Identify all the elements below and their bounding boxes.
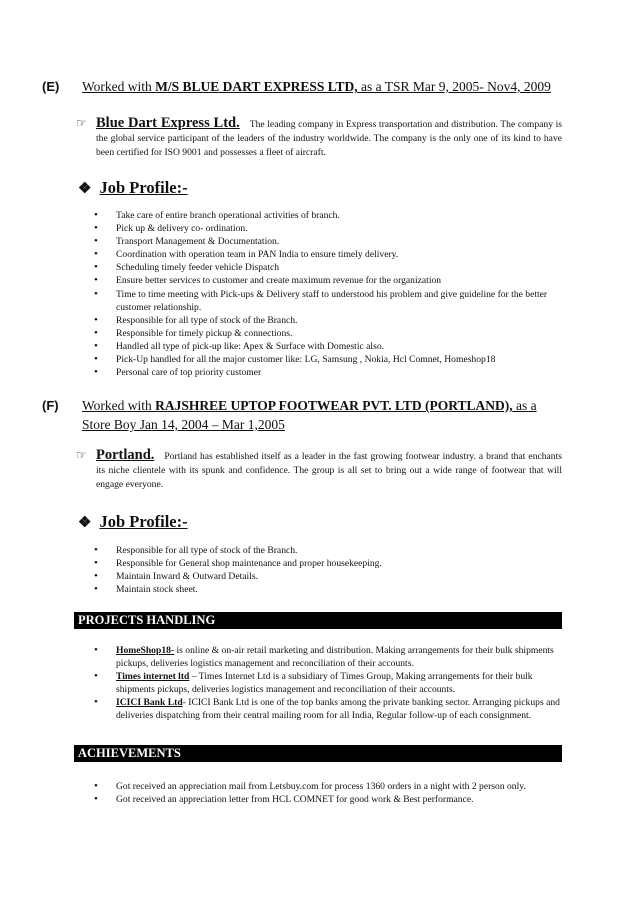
company-title: Portland. bbox=[96, 447, 155, 463]
section-letter: (E) bbox=[42, 79, 60, 94]
list-item: • Handled all type of pick-up like: Apex & Surface with Domestic also. bbox=[94, 340, 564, 353]
achievements-heading: ACHIEVEMENTS bbox=[74, 745, 562, 762]
project-text: – Times Internet Ltd is a subsidiary of Times Group, Making arrangements for their bulk shipments pickups, deliveries logistics management and reconciliation of their accounts. bbox=[116, 671, 533, 696]
diamond-bullet-icon: ❖ bbox=[78, 515, 92, 531]
section-prefix: Worked with bbox=[82, 398, 156, 413]
list-item: • Personal care of top priority customer bbox=[94, 366, 564, 379]
list-item: • Transport Management & Documentation. bbox=[94, 235, 564, 248]
project-item bbox=[94, 696, 564, 722]
company-description: The leading company in Express transportation and distribution. The company is the global service participant of the leaders of the industry worldwide. The company is the only one of its kind to have been certified for ISO 9001 and possesses a fleet of aircraft. bbox=[96, 119, 562, 158]
project-text: is online & on-air retail marketing and distribution. Making arrangements for their bulk shipments pickups, deliveries logistics management and reconciliation of their accounts. bbox=[116, 645, 554, 670]
section-f-header bbox=[42, 396, 537, 434]
diamond-bullet-icon: ❖ bbox=[78, 181, 92, 197]
list-item: • Ensure better services to customer and create maximum revenue for the organization bbox=[94, 274, 564, 287]
list-item: • Responsible for all type of stock of the Branch. bbox=[94, 544, 564, 557]
projects-heading: PROJECTS HANDLING bbox=[74, 612, 562, 629]
list-item: • Scheduling timely feeder vehicle Dispatch bbox=[94, 261, 564, 274]
role-suffix: as a bbox=[512, 398, 537, 413]
achievement-item: • Got received an appreciation letter from HCL COMNET for good work & Best performance. bbox=[94, 793, 564, 806]
pointing-hand-icon: ☞ bbox=[76, 448, 87, 462]
company-name: RAJSHREE UPTOP FOOTWEAR PVT. LTD (PORTLAND), bbox=[155, 398, 513, 413]
role-dates: Store Boy Jan 14, 2004 – Mar 1,2005 bbox=[82, 417, 285, 432]
achievement-item: • Got received an appreciation mail from Letsbuy.com for process 1360 orders in a night with 2 person only. bbox=[94, 780, 564, 793]
role-dates: as a TSR Mar 9, 2005- Nov4, 2009 bbox=[357, 79, 551, 94]
project-name: Times internet ltd bbox=[116, 671, 190, 683]
achievements-list bbox=[94, 780, 564, 806]
company-description: Portland has established itself as a leader in the fast growing footwear industry. a brand that enchants its niche clientele with its spunk and confidence. The group is all set to bring out a wide range of footwear that will engage everyone. bbox=[96, 451, 562, 490]
job-profile-label: Job Profile:- bbox=[99, 512, 188, 531]
project-item bbox=[94, 644, 564, 670]
list-item: • Pick-Up handled for all the major customer like: LG, Samsung , Nokia, Hcl Comnet, Homeshop18 bbox=[94, 353, 564, 366]
project-text: - ICICI Bank Ltd is one of the top banks among the private banking sector. Arranging pickups and deliveries dispatching from their central mailing room for all India, Regular follow-up of each consignment. bbox=[116, 697, 560, 722]
blue-dart-intro bbox=[76, 116, 562, 160]
pointing-hand-icon: ☞ bbox=[76, 116, 87, 130]
list-item: • Responsible for all type of stock of the Branch. bbox=[94, 314, 564, 327]
list-item: • Maintain Inward & Outward Details. bbox=[94, 570, 564, 583]
section-e-header bbox=[42, 78, 551, 96]
list-item: • Responsible for General shop maintenance and proper housekeeping. bbox=[94, 557, 564, 570]
list-item: • Coordination with operation team in PAN India to ensure timely delivery. bbox=[94, 248, 564, 261]
list-item: • Maintain stock sheet. bbox=[94, 583, 564, 596]
section-prefix: Worked with bbox=[82, 79, 156, 94]
job-profile-label: Job Profile:- bbox=[99, 178, 188, 197]
list-item: • Take care of entire branch operational activities of branch. bbox=[94, 209, 564, 222]
project-item bbox=[94, 670, 564, 696]
list-item: • Responsible for timely pickup & connections. bbox=[94, 327, 564, 340]
company-title: Blue Dart Express Ltd. bbox=[96, 115, 240, 131]
job-profile-heading-e bbox=[78, 178, 188, 198]
section-letter: (F) bbox=[42, 398, 59, 413]
job-profile-list-f bbox=[94, 544, 564, 596]
portland-intro bbox=[76, 448, 562, 492]
job-profile-heading-f bbox=[78, 512, 188, 532]
job-profile-list-e bbox=[94, 209, 564, 379]
list-item: • Time to time meeting with Pick-ups & Delivery staff to understood his problem and give guideline for the better customer relationship. bbox=[94, 288, 564, 314]
project-name: HomeShop18- bbox=[116, 645, 175, 656]
company-name: M/S BLUE DART EXPRESS LTD, bbox=[155, 79, 358, 94]
list-item: • Pick up & delivery co- ordination. bbox=[94, 222, 564, 235]
projects-list bbox=[94, 644, 564, 723]
project-name: ICICI Bank Ltd bbox=[116, 697, 183, 709]
